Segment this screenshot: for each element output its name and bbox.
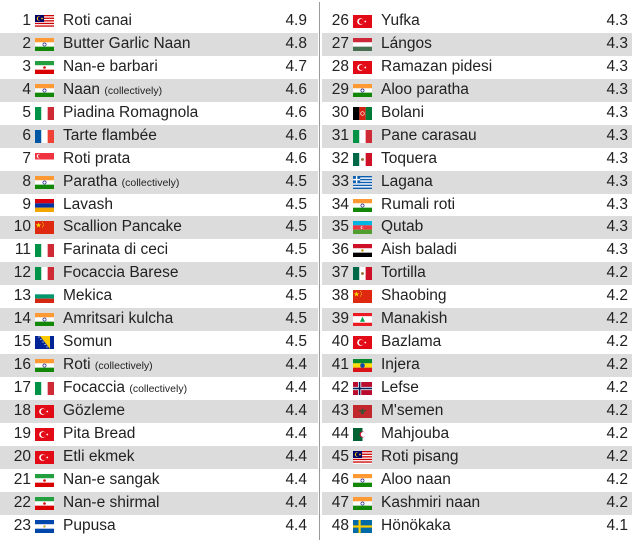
dish-name <box>381 377 419 400</box>
india-flag-icon <box>35 359 54 372</box>
rating-score: 4.4 <box>285 447 307 465</box>
rating-score: 4.4 <box>285 424 307 442</box>
ranking-row <box>322 469 632 492</box>
rating-score: 4.3 <box>606 80 628 98</box>
hungary-flag-icon <box>353 38 372 51</box>
dish-name-text: Mekica <box>63 287 113 305</box>
rating-score: 4.2 <box>606 447 628 465</box>
dish-name <box>63 171 179 195</box>
rating-score: 4.7 <box>285 57 307 75</box>
rank-number: 16 <box>13 356 31 374</box>
ranking-row <box>0 56 318 79</box>
rank-number: 43 <box>331 401 349 419</box>
dish-name <box>63 262 178 285</box>
rank-number: 33 <box>331 172 349 190</box>
dish-name-text: Lagana <box>381 172 433 190</box>
dish-name <box>63 239 168 262</box>
rank-number: 30 <box>331 103 349 121</box>
rank-number: 1 <box>22 12 31 29</box>
dish-name <box>381 308 447 331</box>
dish-name-text: Gözleme <box>63 401 126 419</box>
sweden-flag-icon <box>353 520 372 533</box>
dish-name-text: Ramazan pidesi <box>381 57 493 75</box>
rank-number: 17 <box>13 379 31 396</box>
ranking-row <box>322 102 632 125</box>
dish-name-text: Hönökaka <box>381 516 451 534</box>
rank-number: 42 <box>331 379 349 396</box>
dish-name-text: Injera <box>381 356 420 374</box>
rating-score: 4.2 <box>606 493 628 511</box>
dish-name <box>381 400 443 423</box>
dish-name <box>63 331 112 354</box>
rating-score: 4.5 <box>285 287 307 305</box>
rank-number: 35 <box>331 218 349 236</box>
dish-name <box>63 492 159 515</box>
rank-number: 36 <box>331 241 349 259</box>
dish-name <box>381 469 451 492</box>
dish-name <box>381 125 477 148</box>
dish-name-text: Pupusa <box>63 516 116 534</box>
rating-score: 4.8 <box>285 34 307 52</box>
dish-name <box>381 354 420 377</box>
dish-name-text: Aloo paratha <box>381 80 469 98</box>
dish-name-text: Pita Bread <box>63 424 136 442</box>
ranking-row <box>0 446 318 469</box>
italy-flag-icon <box>35 244 54 257</box>
dish-name-text: Nan-e shirmal <box>63 493 160 511</box>
malaysia-flag-icon <box>35 15 54 28</box>
india-flag-icon <box>35 313 54 326</box>
rating-score: 4.4 <box>285 470 307 488</box>
ranking-row <box>0 239 318 262</box>
rank-number: 34 <box>331 195 349 213</box>
dish-name-text: Bazlama <box>381 333 442 351</box>
rank-number: 28 <box>331 57 349 75</box>
rating-score: 4.2 <box>606 401 628 419</box>
rating-score: 4.4 <box>285 401 307 419</box>
rating-score: 4.6 <box>285 149 307 167</box>
dish-name <box>63 10 132 33</box>
ranking-row <box>0 171 318 194</box>
rank-number: 15 <box>13 333 31 351</box>
armenia-flag-icon <box>35 199 54 212</box>
ranking-row <box>322 125 632 148</box>
ranking-row <box>0 102 318 125</box>
dish-name-text: Somun <box>63 333 113 351</box>
ranking-row <box>0 400 318 423</box>
dish-name-text: Tortilla <box>381 264 426 282</box>
ranking-row <box>322 331 632 354</box>
dish-name-text: Farinata di ceci <box>63 241 169 259</box>
dish-name-text: Toquera <box>381 149 438 167</box>
dish-name-text: Piadina Romagnola <box>63 103 199 121</box>
dish-name-text: Kashmiri naan <box>381 493 481 511</box>
singapore-flag-icon <box>35 153 54 166</box>
dish-name <box>381 492 480 515</box>
dish-name-text: Lavash <box>63 195 113 213</box>
turkey-flag-icon <box>35 451 54 464</box>
algeria-flag-icon <box>353 428 372 441</box>
ranking-row <box>322 492 632 515</box>
azerbaijan-flag-icon <box>353 221 372 234</box>
rank-number: 10 <box>13 218 31 236</box>
turkey-flag-icon <box>35 405 54 418</box>
rank-number: 45 <box>331 447 349 465</box>
dish-name <box>381 56 492 79</box>
rank-number: 47 <box>331 493 349 511</box>
rank-number: 41 <box>331 356 349 374</box>
rating-score: 4.3 <box>606 34 628 52</box>
dish-name <box>63 125 157 148</box>
malaysia-flag-icon <box>353 451 372 464</box>
dish-name <box>381 446 459 469</box>
dish-name <box>381 515 451 538</box>
rating-score: 4.1 <box>606 516 628 534</box>
rank-number: 48 <box>331 516 349 534</box>
dish-name <box>381 102 424 125</box>
rating-score: 4.4 <box>285 356 307 374</box>
dish-name-text: Butter Garlic Naan <box>63 34 191 52</box>
rank-number: 37 <box>331 264 349 282</box>
ranking-column-left <box>0 10 318 538</box>
bosnia-flag-icon <box>35 336 54 349</box>
dish-name-text: Roti canai <box>63 12 132 29</box>
ranking-row <box>322 56 632 79</box>
dish-name <box>63 469 160 492</box>
rank-number: 26 <box>331 12 349 29</box>
ranking-row <box>322 194 632 217</box>
rank-number: 39 <box>331 310 349 328</box>
ranking-row <box>322 354 632 377</box>
column-divider <box>319 2 320 540</box>
rating-score: 4.6 <box>285 103 307 121</box>
india-flag-icon <box>353 497 372 510</box>
dish-name-text: Nan-e barbari <box>63 57 158 75</box>
ranking-row <box>322 308 632 331</box>
dish-name <box>63 308 173 331</box>
ranking-row <box>0 33 318 56</box>
dish-name <box>63 148 130 171</box>
france-flag-icon <box>35 130 54 143</box>
rating-score: 4.2 <box>606 424 628 442</box>
rating-score: 4.3 <box>606 57 628 75</box>
dish-name-text: Yufka <box>381 12 420 29</box>
ranking-row <box>0 148 318 171</box>
dish-name <box>63 194 113 217</box>
rating-score: 4.3 <box>606 12 628 29</box>
dish-name-text: Manakish <box>381 310 448 328</box>
dish-name-text: Lángos <box>381 34 432 52</box>
dish-name-text: Paratha <box>63 172 118 190</box>
lebanon-flag-icon <box>353 313 372 326</box>
ranking-row <box>322 400 632 423</box>
ranking-row <box>322 285 632 308</box>
dish-name <box>63 400 125 423</box>
dish-name <box>381 148 437 171</box>
india-flag-icon <box>35 176 54 189</box>
rating-score: 4.6 <box>285 126 307 144</box>
rank-number: 13 <box>13 287 31 305</box>
dish-name-text: Amritsari kulcha <box>63 310 174 328</box>
mexico-flag-icon <box>353 267 372 280</box>
dish-name-text: Mahjouba <box>381 424 450 442</box>
rank-number: 40 <box>331 333 349 351</box>
dish-name-text: Tarte flambée <box>63 126 157 144</box>
italy-flag-icon <box>35 107 54 120</box>
morocco-flag-icon <box>353 405 372 418</box>
china-flag-icon <box>353 290 372 303</box>
rating-score: 4.4 <box>285 379 307 396</box>
dish-name <box>63 423 135 446</box>
dish-name <box>63 56 158 79</box>
ranking-row <box>0 492 318 515</box>
dish-name-text: Qutab <box>381 218 424 236</box>
mexico-flag-icon <box>353 153 372 166</box>
dish-name <box>381 171 433 194</box>
ranking-row <box>0 194 318 217</box>
rating-score: 4.3 <box>606 195 628 213</box>
rank-number: 32 <box>331 149 349 167</box>
dish-name-text: Lefse <box>381 379 419 396</box>
rating-score: 4.5 <box>285 172 307 190</box>
rating-score: 4.5 <box>285 195 307 213</box>
ranking-row <box>0 423 318 446</box>
rating-score: 4.2 <box>606 379 628 396</box>
rank-number: 21 <box>13 470 31 488</box>
rank-number: 14 <box>13 310 31 328</box>
dish-name <box>381 239 457 262</box>
turkey-flag-icon <box>35 428 54 441</box>
afghanistan-flag-icon <box>353 107 372 120</box>
dish-name-text: Focaccia Barese <box>63 264 179 282</box>
rank-number: 46 <box>331 470 349 488</box>
rank-number: 3 <box>22 57 31 75</box>
rank-number: 11 <box>14 241 31 259</box>
rating-score: 4.2 <box>606 287 628 305</box>
ranking-row <box>0 216 318 239</box>
dish-name-text: Pane carasau <box>381 126 477 144</box>
rating-score: 4.4 <box>285 516 307 534</box>
italy-flag-icon <box>35 382 54 395</box>
dish-name-text: Focaccia <box>63 379 126 396</box>
rank-number: 5 <box>22 103 31 121</box>
dish-note: (collectively) <box>104 84 163 97</box>
rank-number: 7 <box>22 149 31 167</box>
ranking-row <box>322 446 632 469</box>
dish-name <box>381 331 441 354</box>
ranking-row <box>322 423 632 446</box>
rank-number: 31 <box>331 126 349 144</box>
turkey-flag-icon <box>353 61 372 74</box>
rank-number: 20 <box>13 447 31 465</box>
dish-name <box>381 423 449 446</box>
rank-number: 9 <box>22 195 31 213</box>
ranking-row <box>322 148 632 171</box>
india-flag-icon <box>35 84 54 97</box>
rating-score: 4.3 <box>606 126 628 144</box>
ranking-row <box>0 515 318 538</box>
dish-name-text: Rumali roti <box>381 195 456 213</box>
rank-number: 23 <box>13 516 31 534</box>
rating-score: 4.3 <box>606 241 628 259</box>
ranking-row <box>322 33 632 56</box>
rank-number: 6 <box>22 126 31 144</box>
rating-score: 4.6 <box>285 80 307 98</box>
dish-name <box>381 33 432 56</box>
rating-score: 4.2 <box>606 310 628 328</box>
dish-name <box>63 354 153 378</box>
dish-name <box>63 377 187 401</box>
rank-number: 8 <box>22 172 31 190</box>
ranking-row <box>0 79 318 102</box>
ethiopia-flag-icon <box>353 359 372 372</box>
dish-name-text: Nan-e sangak <box>63 470 160 488</box>
rank-number: 29 <box>331 80 349 98</box>
rating-score: 4.9 <box>285 12 307 29</box>
rating-score: 4.3 <box>606 172 628 190</box>
el-salvador-flag-icon <box>35 520 54 533</box>
dish-note: (collectively) <box>121 176 180 189</box>
dish-name <box>63 446 135 469</box>
dish-name <box>381 216 423 239</box>
rating-score: 4.2 <box>606 356 628 374</box>
ranking-row <box>322 515 632 538</box>
italy-flag-icon <box>353 130 372 143</box>
rank-number: 44 <box>331 424 349 442</box>
rating-score: 4.3 <box>606 149 628 167</box>
dish-name-text: M'semen <box>381 401 444 419</box>
ranking-row <box>322 377 632 400</box>
rating-score: 4.5 <box>285 218 307 236</box>
ranking-row <box>0 10 318 33</box>
bulgaria-flag-icon <box>35 290 54 303</box>
dish-name-text: Aish baladi <box>381 241 457 259</box>
rating-score: 4.5 <box>285 333 307 351</box>
ranking-row <box>0 331 318 354</box>
dish-name-text: Aloo naan <box>381 470 451 488</box>
dish-name-text: Roti prata <box>63 149 131 167</box>
dish-name <box>381 79 469 102</box>
dish-name-text: Naan <box>63 80 101 98</box>
rank-number: 4 <box>22 80 31 98</box>
dish-name <box>63 216 182 239</box>
rank-number: 19 <box>13 424 31 442</box>
rank-number: 27 <box>331 34 349 52</box>
rating-score: 4.2 <box>606 333 628 351</box>
ranking-row <box>322 239 632 262</box>
turkey-flag-icon <box>353 336 372 349</box>
india-flag-icon <box>353 199 372 212</box>
rating-score: 4.2 <box>606 264 628 282</box>
dish-note: (collectively) <box>129 383 188 395</box>
ranking-row <box>0 308 318 331</box>
india-flag-icon <box>353 474 372 487</box>
norway-flag-icon <box>353 382 372 395</box>
rating-score: 4.4 <box>285 493 307 511</box>
rank-number: 22 <box>13 493 31 511</box>
ranking-row <box>322 79 632 102</box>
ranking-row <box>0 285 318 308</box>
dish-name <box>381 10 420 33</box>
india-flag-icon <box>353 84 372 97</box>
egypt-flag-icon <box>353 244 372 257</box>
rating-score: 4.3 <box>606 103 628 121</box>
dish-name <box>63 33 191 56</box>
dish-name <box>63 79 162 103</box>
dish-name-text: Roti pisang <box>381 447 459 465</box>
dish-name-text: Shaobing <box>381 287 447 305</box>
ranking-row <box>322 262 632 285</box>
dish-name <box>381 262 426 285</box>
iran-flag-icon <box>35 497 54 510</box>
dish-name-text: Roti <box>63 356 91 374</box>
rank-number: 2 <box>22 34 31 52</box>
ranking-row <box>0 262 318 285</box>
ranking-row <box>0 125 318 148</box>
greece-flag-icon <box>353 176 372 189</box>
ranking-column-right <box>322 10 632 538</box>
iran-flag-icon <box>35 474 54 487</box>
rank-number: 38 <box>331 287 349 305</box>
india-flag-icon <box>35 38 54 51</box>
ranking-row <box>0 354 318 377</box>
dish-name <box>63 102 198 125</box>
dish-name <box>63 515 116 538</box>
ranking-row <box>322 171 632 194</box>
china-flag-icon <box>35 221 54 234</box>
italy-flag-icon <box>35 267 54 280</box>
ranking-row <box>322 216 632 239</box>
dish-name <box>381 285 447 308</box>
dish-note: (collectively) <box>94 360 153 373</box>
rank-number: 18 <box>13 401 31 419</box>
ranking-row <box>0 469 318 492</box>
rating-score: 4.5 <box>285 241 307 259</box>
ranking-row <box>322 10 632 33</box>
turkey-flag-icon <box>353 15 372 28</box>
ranking-row <box>0 377 318 400</box>
dish-name <box>63 285 112 308</box>
rank-number: 12 <box>13 264 31 282</box>
dish-name <box>381 194 455 217</box>
dish-name-text: Etli ekmek <box>63 447 135 465</box>
rating-score: 4.2 <box>606 470 628 488</box>
dish-name-text: Bolani <box>381 103 425 121</box>
rating-score: 4.3 <box>606 218 628 236</box>
rating-score: 4.5 <box>285 310 307 328</box>
iran-flag-icon <box>35 61 54 74</box>
rating-score: 4.5 <box>285 264 307 282</box>
dish-name-text: Scallion Pancake <box>63 218 182 236</box>
